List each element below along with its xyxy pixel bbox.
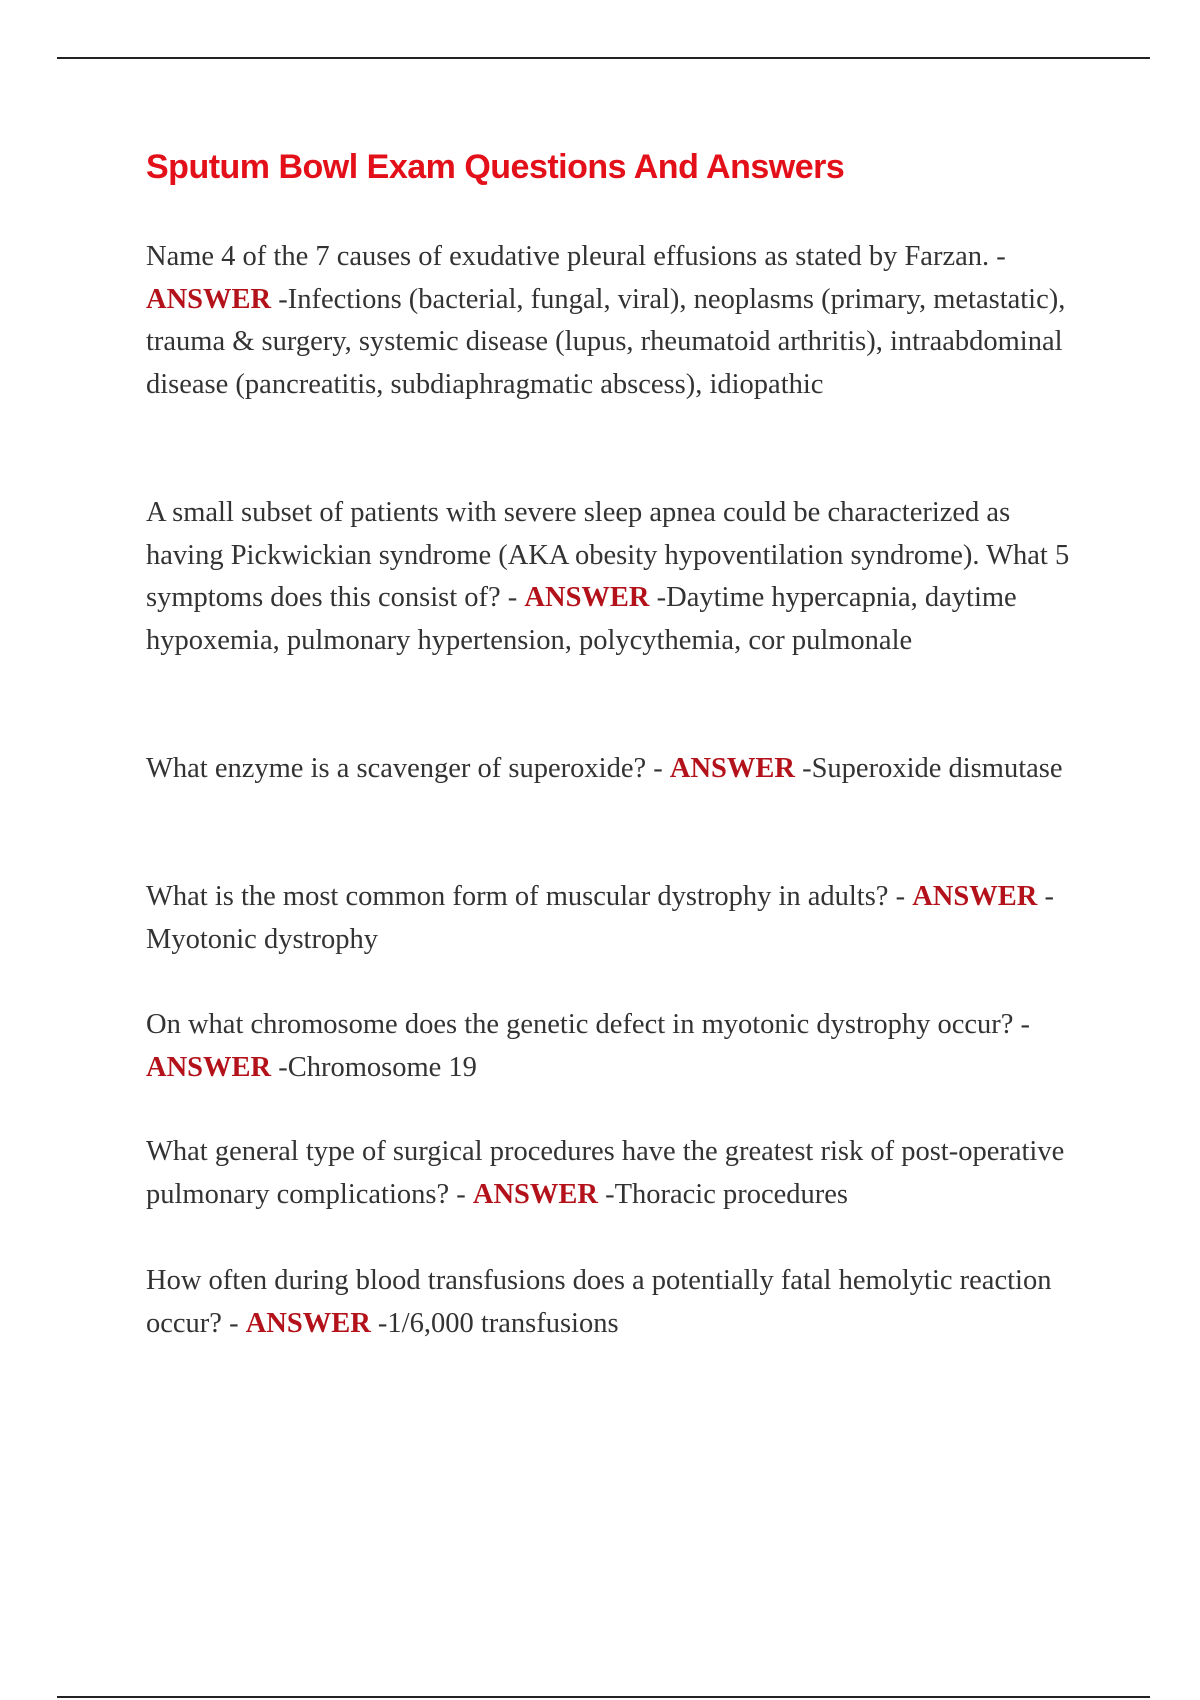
document-title: Sputum Bowl Exam Questions And Answers — [146, 148, 845, 186]
answer-label: ANSWER — [912, 881, 1038, 912]
answer-label: ANSWER — [146, 1051, 272, 1083]
qa-item — [146, 492, 1091, 662]
question-text: A small subset of patients with severe sleep apnea could be characterized as having Pickwickian syndrome (AKA obesity hypoventilation syndrome). What 5 symptoms does this consist of? - — [146, 497, 1070, 613]
answer-text: -Superoxide dismutase — [794, 753, 1063, 784]
qa-item — [146, 236, 1091, 406]
answer-label: ANSWER — [524, 582, 650, 613]
answer-text: -Chromosome 19 — [271, 1051, 477, 1083]
answer-text: -Daytime hypercapnia, daytime hypoxemia, pulmonary hypertension, polycythemia, cor pulmonale — [146, 582, 1017, 656]
answer-text: -Thoracic procedures — [597, 1178, 849, 1210]
answer-label: ANSWER — [146, 283, 272, 315]
qa-item — [146, 1131, 1091, 1216]
answer-label: ANSWER — [669, 753, 795, 784]
question-text: How often during blood transfusions does a potentially fatal hemolytic reaction occur? - — [146, 1265, 1052, 1339]
answer-label: ANSWER — [472, 1178, 598, 1210]
question-text: On what chromosome does the genetic defect in myotonic dystrophy occur? - — [146, 1009, 1031, 1040]
qa-item — [146, 1004, 1091, 1089]
question-text: What enzyme is a scavenger of superoxide? - — [146, 753, 670, 784]
answer-text: -Infections (bacterial, fungal, viral), neoplasms (primary, metastatic), trauma & surgery, systemic disease (lupus, rheumatoid arthritis), intraabdominal disease (pancreatitis, subdiaphragmatic abscess), idiopathic — [146, 283, 1066, 400]
qa-item — [146, 876, 1091, 961]
question-text: What is the most common form of muscular dystrophy in adults? - — [146, 881, 913, 912]
qa-item — [146, 748, 1091, 791]
bottom-rule — [57, 1696, 1150, 1698]
question-text: Name 4 of the 7 causes of exudative pleural effusions as stated by Farzan. - — [146, 241, 1006, 272]
qa-item — [146, 1260, 1091, 1345]
top-rule — [57, 57, 1150, 59]
answer-text: -Myotonic dystrophy — [146, 881, 1054, 955]
question-text: What general type of surgical procedures have the greatest risk of post-operative pulmonary complications? - — [146, 1136, 1065, 1210]
answer-text: -1/6,000 transfusions — [370, 1307, 619, 1339]
answer-label: ANSWER — [245, 1307, 371, 1339]
